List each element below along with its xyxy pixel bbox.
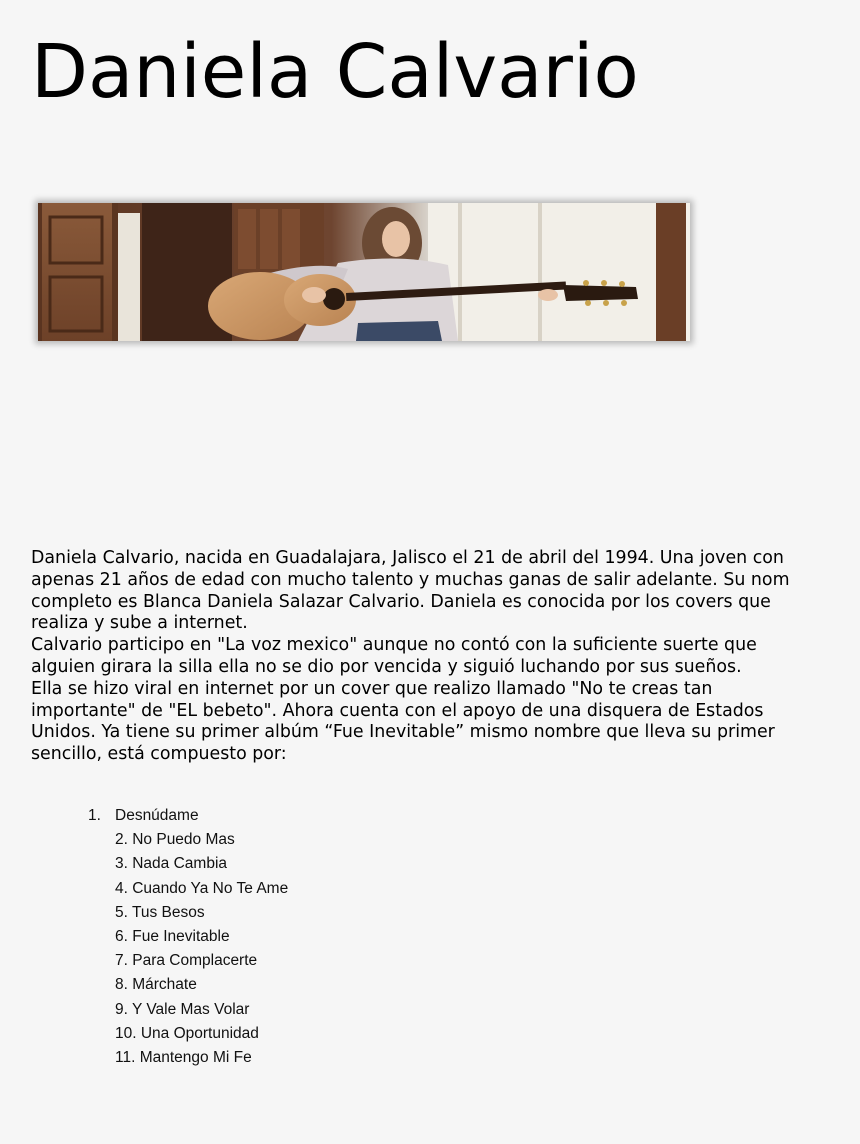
track-item <box>88 804 288 828</box>
track-item: 5. Tus Besos <box>115 903 205 921</box>
track-item: 11. Mantengo Mi Fe <box>115 1049 252 1067</box>
biography-line: Unidos. Ya tiene su primer albúm “Fue Inevitable” mismo nombre que lleva su primer <box>31 722 775 743</box>
biography-text <box>31 548 841 766</box>
track-item: 4. Cuando Ya No Te Ame <box>115 879 289 897</box>
track-item: 8. Márchate <box>115 976 197 994</box>
page-title: Daniela Calvario <box>31 29 639 115</box>
tracklist <box>88 804 288 1070</box>
biography-line: importante" de "EL bebeto". Ahora cuenta con el apoyo de una disquera de Estados <box>31 700 764 721</box>
track-title: Desnúdame <box>115 807 199 824</box>
track-item: 2. No Puedo Mas <box>115 831 235 849</box>
track-item: 9. Y Vale Mas Volar <box>115 1000 250 1018</box>
biography-line: Ella se hizo viral en internet por un cover que realizo llamado "No te creas tan <box>31 678 713 699</box>
hero-image <box>38 203 690 341</box>
biography-line: Calvario participo en "La voz mexico" aunque no contó con la suficiente suerte que <box>31 635 757 656</box>
track-item: 7. Para Complacerte <box>115 952 258 970</box>
track-number: 1. <box>88 807 101 824</box>
biography-line: completo es Blanca Daniela Salazar Calvario. Daniela es conocida por los covers que <box>31 591 771 612</box>
biography-line: apenas 21 años de edad con mucho talento y muchas ganas de salir adelante. Su nom <box>31 569 790 590</box>
biography-line: Daniela Calvario, nacida en Guadalajara, Jalisco el 21 de abril del 1994. Una joven con <box>31 548 784 568</box>
track-item: 6. Fue Inevitable <box>115 928 230 946</box>
track-item: 10. Una Oportunidad <box>115 1024 259 1042</box>
biography-line: alguien girara la silla ella no se dio por vencida y siguió luchando por sus sueños. <box>31 656 742 677</box>
biography-line: sencillo, está compuesto por: <box>31 744 287 765</box>
track-item: 3. Nada Cambia <box>115 855 228 873</box>
biography-line: realiza y sube a internet. <box>31 613 248 634</box>
